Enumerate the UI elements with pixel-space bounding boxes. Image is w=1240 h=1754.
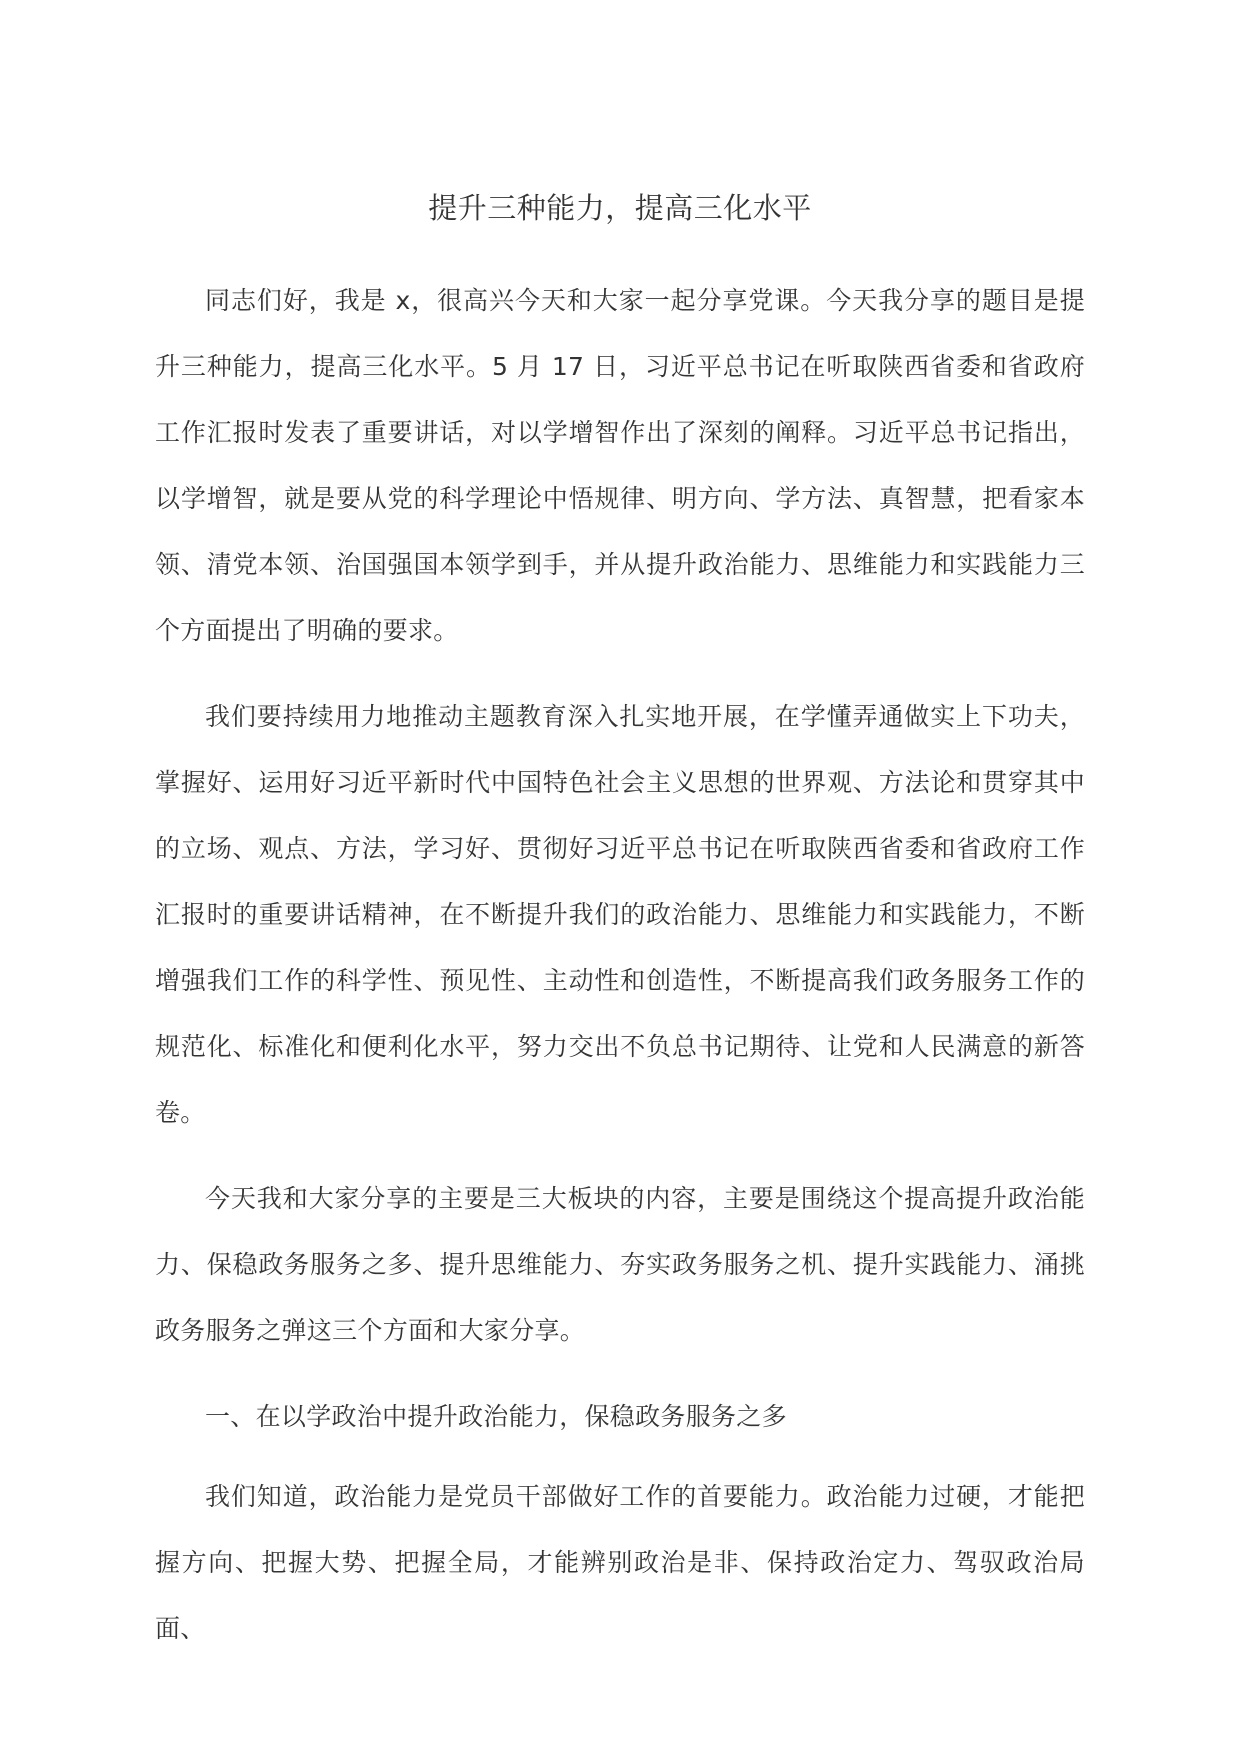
paragraph-commitment: 我们要持续用力地推动主题教育深入扎实地开展，在学懂弄通做实上下功夫，掌握好、运用好习近平新时代中国特色社会主义思想的世界观、方法论和贯穿其中的立场、观点、方法，学习好、贯彻好习近平总书记在听取陕西省委和省政府工作汇报时的重要讲话精神，在不断提升我们的政治能力、思维能力和实践能力，不断增强我们工作的科学性、预见性、主动性和创造性，不断提高我们政务服务工作的规范化、标准化和便利化水平，努力交出不负总书记期待、让党和人民满意的新答卷。 [155, 702, 1085, 1127]
section-heading-1: 一、在以学政治中提升政治能力，保稳政务服务之多 [205, 1402, 787, 1431]
document-body [155, 268, 1085, 1682]
document-title: 提升三种能力，提高三化水平 [428, 191, 812, 225]
paragraph-outline: 今天我和大家分享的主要是三大板块的内容，主要是围绕这个提高提升政治能力、保稳政务服务之多、提升思维能力、夯实政务服务之机、提升实践能力、涌挑政务服务之弹这三个方面和大家分享。 [155, 1184, 1085, 1345]
paragraph-intro: 同志们好，我是 x，很高兴今天和大家一起分享党课。今天我分享的题目是提升三种能力，提高三化水平。5 月 17 日，习近平总书记在听取陕西省委和省政府工作汇报时发表了重要讲话，对以学增智作出了深刻的阐释。习近平总书记指出，以学增智，就是要从党的科学理论中悟规律、明方向、学方法、真智慧，把看家本领、清党本领、治国强国本领学到手，并从提升政治能力、思维能力和实践能力三个方面提出了明确的要求。 [155, 286, 1085, 645]
paragraph-political-ability: 我们知道，政治能力是党员干部做好工作的首要能力。政治能力过硬，才能把握方向、把握大势、把握全局，才能辨别政治是非、保持政治定力、驾驭政治局面、 [155, 1482, 1085, 1643]
